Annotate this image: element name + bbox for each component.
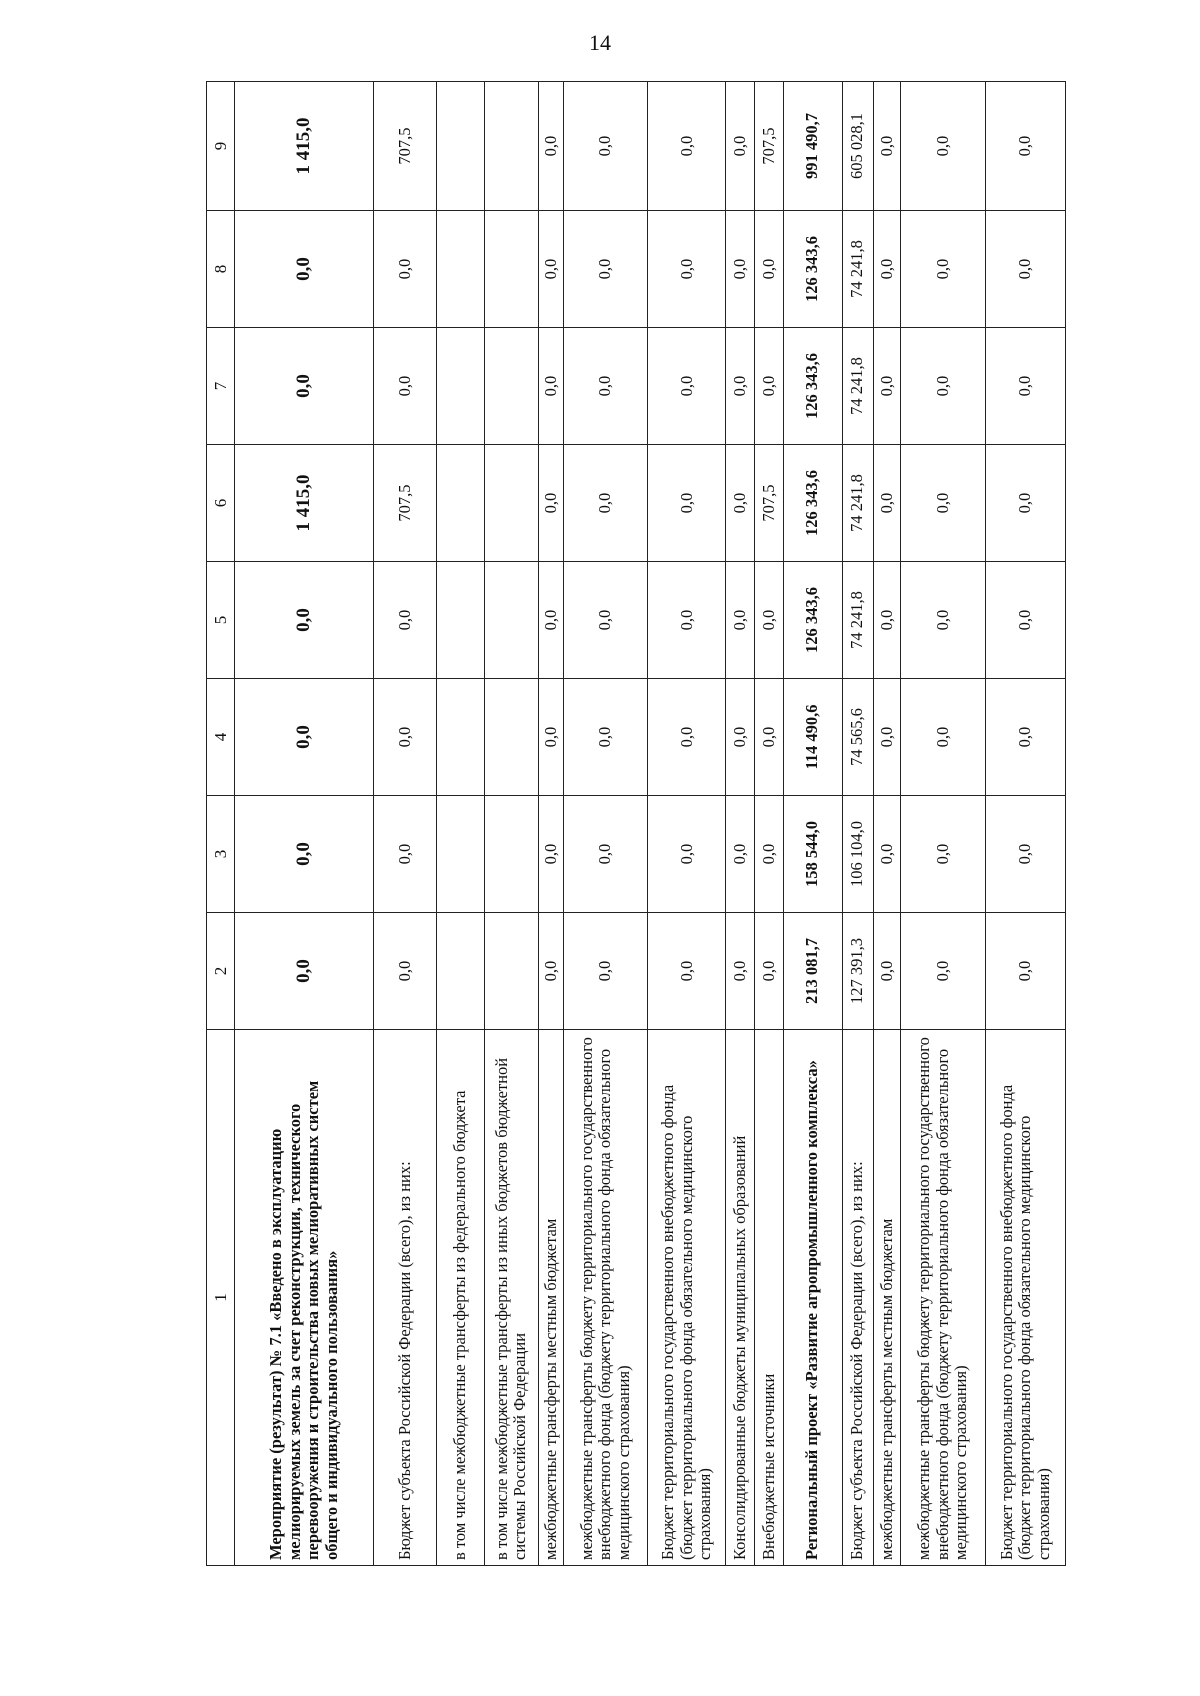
value-cell: 0,0: [901, 562, 986, 679]
table-row: [901, 82, 986, 1566]
value-cell: [484, 679, 538, 796]
value-cell: [484, 562, 538, 679]
value-cell: 0,0: [985, 328, 1065, 445]
value-cell: 0,0: [648, 913, 726, 1030]
value-cell: 0,0: [374, 211, 437, 328]
value-cell: [436, 562, 484, 679]
value-cell: 0,0: [726, 679, 754, 796]
value-cell: 0,0: [754, 679, 783, 796]
table-body: [207, 82, 1066, 1566]
value-cell: 0,0: [563, 82, 648, 211]
table-row: [436, 82, 484, 1566]
value-cell: 0,0: [985, 445, 1065, 562]
value-cell: [484, 445, 538, 562]
column-header: 6: [207, 445, 235, 562]
value-cell: 605 028,1: [842, 82, 873, 211]
value-cell: 0,0: [901, 913, 986, 1030]
value-cell: 0,0: [754, 211, 783, 328]
value-cell: 0,0: [901, 82, 986, 211]
value-cell: 0,0: [648, 796, 726, 913]
value-cell: 0,0: [235, 328, 374, 445]
value-cell: 106 104,0: [842, 796, 873, 913]
value-cell: 0,0: [235, 562, 374, 679]
row-label: в том числе межбюджетные трансферты из иных бюджетов бюджетной системы Российской Федерации: [484, 1030, 538, 1566]
value-cell: 0,0: [901, 796, 986, 913]
value-cell: 0,0: [985, 82, 1065, 211]
value-cell: 0,0: [648, 562, 726, 679]
value-cell: 126 343,6: [783, 445, 842, 562]
value-cell: 0,0: [235, 679, 374, 796]
value-cell: 74 241,8: [842, 445, 873, 562]
value-cell: 74 565,6: [842, 679, 873, 796]
value-cell: 0,0: [374, 328, 437, 445]
value-cell: 0,0: [873, 913, 900, 1030]
table-row: [985, 82, 1065, 1566]
value-cell: [436, 211, 484, 328]
table-row: [873, 82, 900, 1566]
value-cell: 0,0: [235, 796, 374, 913]
value-cell: 0,0: [726, 211, 754, 328]
value-cell: 0,0: [235, 211, 374, 328]
value-cell: 0,0: [538, 328, 563, 445]
value-cell: [484, 82, 538, 211]
value-cell: 0,0: [754, 913, 783, 1030]
value-cell: 0,0: [563, 328, 648, 445]
value-cell: 707,5: [754, 82, 783, 211]
row-label: в том числе межбюджетные трансферты из федерального бюджета: [436, 1030, 484, 1566]
value-cell: [436, 913, 484, 1030]
value-cell: 126 343,6: [783, 211, 842, 328]
row-label: межбюджетные трансферты бюджету территориального государственного внебюджетного фонда (бюджету территориального фонда обязательного медицинского страхования): [901, 1030, 986, 1566]
value-cell: [436, 445, 484, 562]
value-cell: 0,0: [754, 796, 783, 913]
column-header: 4: [207, 679, 235, 796]
value-cell: 0,0: [538, 679, 563, 796]
column-header: 8: [207, 211, 235, 328]
value-cell: 0,0: [374, 562, 437, 679]
table-row: [374, 82, 437, 1566]
value-cell: [484, 796, 538, 913]
value-cell: 127 391,3: [842, 913, 873, 1030]
value-cell: 0,0: [538, 913, 563, 1030]
value-cell: 0,0: [563, 796, 648, 913]
value-cell: 213 081,7: [783, 913, 842, 1030]
value-cell: 114 490,6: [783, 679, 842, 796]
value-cell: 0,0: [726, 913, 754, 1030]
row-label: Внебюджетные источники: [754, 1030, 783, 1566]
value-cell: 0,0: [985, 562, 1065, 679]
value-cell: 0,0: [374, 913, 437, 1030]
value-cell: 0,0: [901, 679, 986, 796]
value-cell: 0,0: [873, 211, 900, 328]
value-cell: 0,0: [873, 328, 900, 445]
value-cell: 0,0: [985, 796, 1065, 913]
value-cell: 0,0: [648, 328, 726, 445]
value-cell: 0,0: [538, 211, 563, 328]
value-cell: 0,0: [726, 796, 754, 913]
value-cell: 0,0: [873, 796, 900, 913]
row-label: межбюджетные трансферты местным бюджетам: [873, 1030, 900, 1566]
value-cell: 707,5: [374, 445, 437, 562]
value-cell: 0,0: [873, 445, 900, 562]
value-cell: [436, 796, 484, 913]
value-cell: 0,0: [873, 562, 900, 679]
table-row: [783, 82, 842, 1566]
value-cell: 707,5: [374, 82, 437, 211]
value-cell: 74 241,8: [842, 211, 873, 328]
page-number: 14: [589, 30, 611, 55]
budget-table: [206, 81, 1066, 1566]
table-row: [235, 82, 374, 1566]
value-cell: 0,0: [873, 82, 900, 211]
value-cell: 158 544,0: [783, 796, 842, 913]
value-cell: 0,0: [374, 796, 437, 913]
table-row: [484, 82, 538, 1566]
rotated-table-container: [206, 82, 1066, 1566]
table-row: [726, 82, 754, 1566]
column-header: 7: [207, 328, 235, 445]
table-row: [563, 82, 648, 1566]
table-row: [754, 82, 783, 1566]
row-label: Бюджет субъекта Российской Федерации (всего), из них:: [842, 1030, 873, 1566]
column-header: 3: [207, 796, 235, 913]
value-cell: [484, 211, 538, 328]
value-cell: 0,0: [563, 679, 648, 796]
value-cell: 0,0: [648, 445, 726, 562]
value-cell: 0,0: [985, 211, 1065, 328]
value-cell: [436, 328, 484, 445]
value-cell: [436, 82, 484, 211]
row-label: Консолидированные бюджеты муниципальных образований: [726, 1030, 754, 1566]
column-header: 2: [207, 913, 235, 1030]
value-cell: 0,0: [538, 796, 563, 913]
value-cell: [484, 328, 538, 445]
value-cell: 0,0: [985, 679, 1065, 796]
row-label: Бюджет территориального государственного внебюджетного фонда (бюджет территориального фонда обязательного медицинского страхования): [985, 1030, 1065, 1566]
table-row: [842, 82, 873, 1566]
value-cell: 0,0: [538, 82, 563, 211]
row-label: межбюджетные трансферты бюджету территориального государственного внебюджетного фонда (бюджету территориального фонда обязательного медицинского страхования): [563, 1030, 648, 1566]
value-cell: 707,5: [754, 445, 783, 562]
table-row: [538, 82, 563, 1566]
value-cell: 0,0: [726, 328, 754, 445]
table-row: [648, 82, 726, 1566]
value-cell: 0,0: [563, 211, 648, 328]
column-header: 5: [207, 562, 235, 679]
value-cell: 126 343,6: [783, 328, 842, 445]
row-label: межбюджетные трансферты местным бюджетам: [538, 1030, 563, 1566]
column-header: 9: [207, 82, 235, 211]
value-cell: 0,0: [235, 913, 374, 1030]
value-cell: 0,0: [648, 679, 726, 796]
value-cell: 0,0: [563, 913, 648, 1030]
value-cell: [484, 913, 538, 1030]
value-cell: 74 241,8: [842, 562, 873, 679]
value-cell: 0,0: [901, 445, 986, 562]
value-cell: 0,0: [873, 679, 900, 796]
column-header: 1: [207, 1030, 235, 1566]
value-cell: 126 343,6: [783, 562, 842, 679]
value-cell: 1 415,0: [235, 82, 374, 211]
value-cell: 0,0: [901, 328, 986, 445]
value-cell: 74 241,8: [842, 328, 873, 445]
value-cell: 0,0: [374, 679, 437, 796]
row-label: Бюджет территориального государственного внебюджетного фонда (бюджет территориального фонда обязательного медицинского страхования): [648, 1030, 726, 1566]
value-cell: 0,0: [726, 562, 754, 679]
row-label: Региональный проект «Развитие агропромышленного комплекса»: [783, 1030, 842, 1566]
value-cell: 0,0: [726, 82, 754, 211]
value-cell: 0,0: [563, 445, 648, 562]
value-cell: 0,0: [754, 328, 783, 445]
value-cell: 0,0: [538, 445, 563, 562]
value-cell: 0,0: [726, 445, 754, 562]
value-cell: 0,0: [648, 211, 726, 328]
row-label: Бюджет субъекта Российской Федерации (всего), из них:: [374, 1030, 437, 1566]
value-cell: 1 415,0: [235, 445, 374, 562]
value-cell: 0,0: [754, 562, 783, 679]
value-cell: 0,0: [985, 913, 1065, 1030]
value-cell: 0,0: [538, 562, 563, 679]
value-cell: 0,0: [648, 82, 726, 211]
header-row: [207, 82, 235, 1566]
row-label: Мероприятие (результат) № 7.1 «Введено в эксплуатацию мелиорируемых земель за счет реконструкции, технического перевооружения и строительства новых мелиоративных систем общего и индивидуального пользования»: [235, 1030, 374, 1566]
value-cell: 0,0: [901, 211, 986, 328]
value-cell: 0,0: [563, 562, 648, 679]
value-cell: [436, 679, 484, 796]
value-cell: 991 490,7: [783, 82, 842, 211]
